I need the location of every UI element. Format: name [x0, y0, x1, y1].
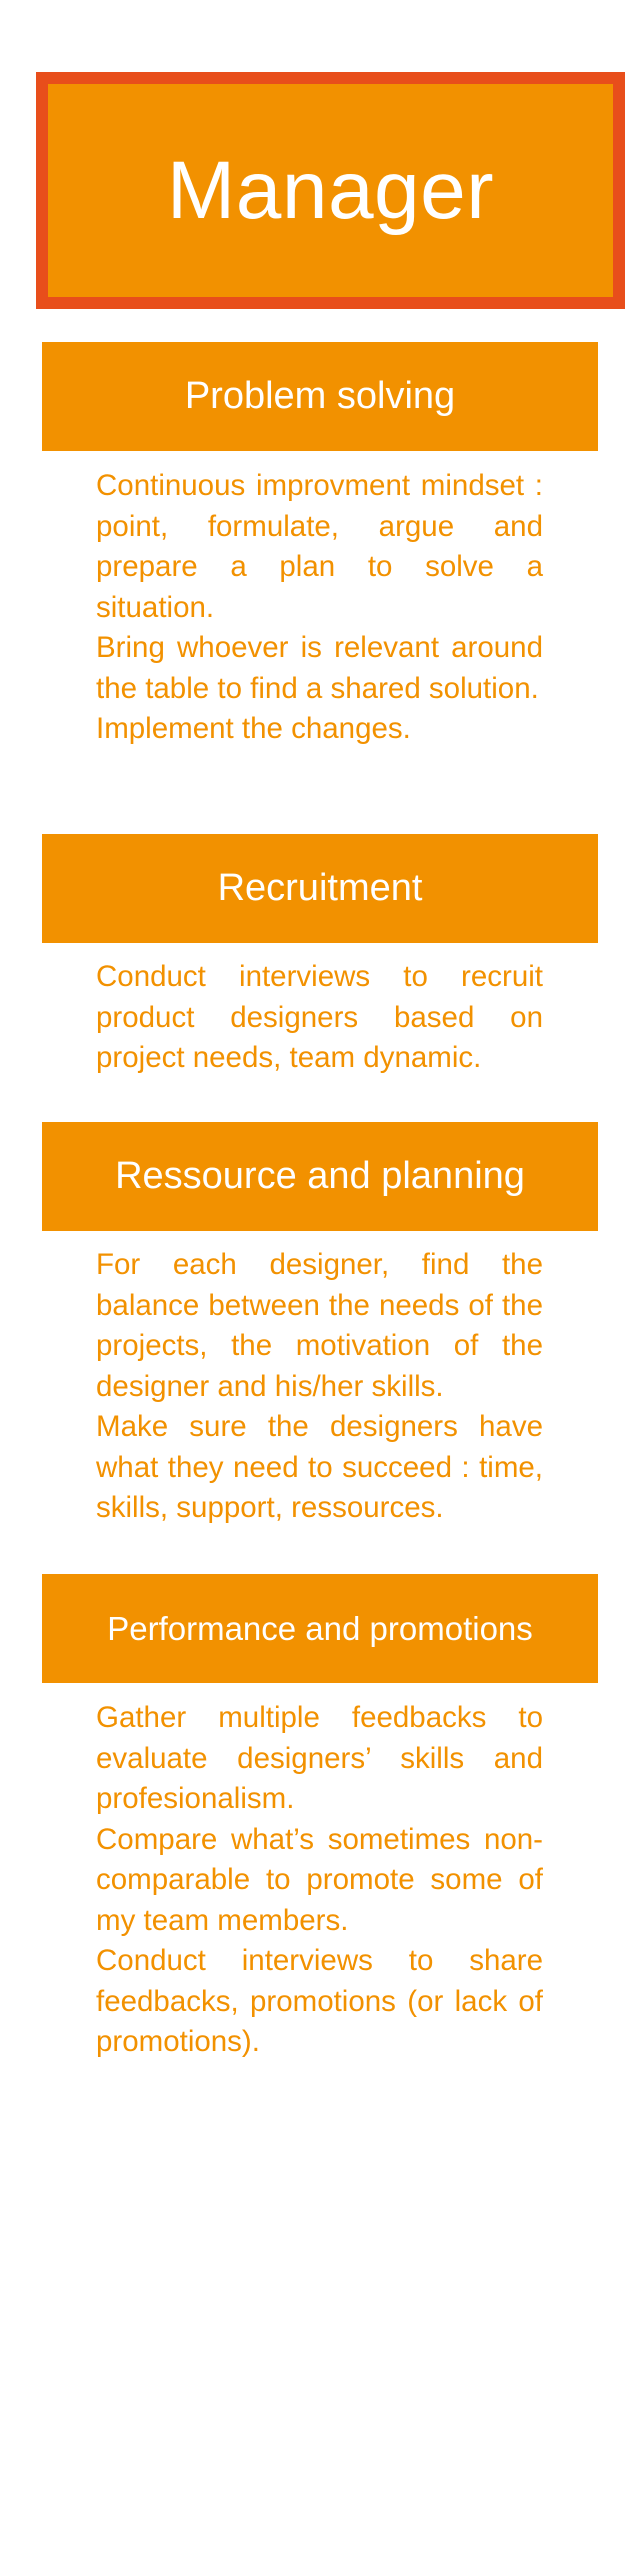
section-header-problem-solving: [42, 342, 598, 451]
section-paragraph: For each designer, find the balance between the needs of the projects, the motivation of the designer and his/her skills.: [96, 1248, 543, 1403]
section-body-recruitment: [96, 957, 543, 1079]
section-body-performance-promotions: [96, 1698, 543, 2063]
section-heading: Performance and promotions: [107, 1609, 533, 1647]
section-heading: Problem solving: [184, 375, 456, 417]
title-banner: [36, 72, 625, 309]
section-paragraph: Implement the changes.: [96, 712, 411, 745]
section-paragraph: Conduct interviews to recruit product designers based on project needs, team dynamic.: [96, 960, 543, 1074]
section-body-ressource-planning: [96, 1245, 543, 1529]
section-header-recruitment: [42, 834, 598, 943]
section-header-performance-promotions: [42, 1574, 598, 1683]
section-heading: Recruitment: [217, 867, 423, 909]
section-header-ressource-planning: [42, 1122, 598, 1231]
section-paragraph: Compare what’s sometimes non-comparable to promote some of my team members.: [96, 1822, 543, 1937]
section-paragraph: Bring whoever is relevant around the table to find a shared solution.: [96, 631, 543, 705]
section-body-problem-solving: [96, 466, 543, 750]
page-title: Manager: [166, 144, 495, 236]
section-paragraph: Conduct interviews to share feedbacks, promotions (or lack of promotions).: [96, 1944, 543, 2058]
section-paragraph: Continuous improvment mindset : point, formulate, argue and prepare a plan to solve a situation.: [96, 469, 543, 624]
section-paragraph: Gather multiple feedbacks to evaluate designers’ skills and profesionalism.: [96, 1701, 543, 1815]
section-paragraph: Make sure the designers have what they need to succeed : time, skills, support, ressources.: [96, 1410, 543, 1524]
section-heading: Ressource and planning: [115, 1155, 525, 1197]
